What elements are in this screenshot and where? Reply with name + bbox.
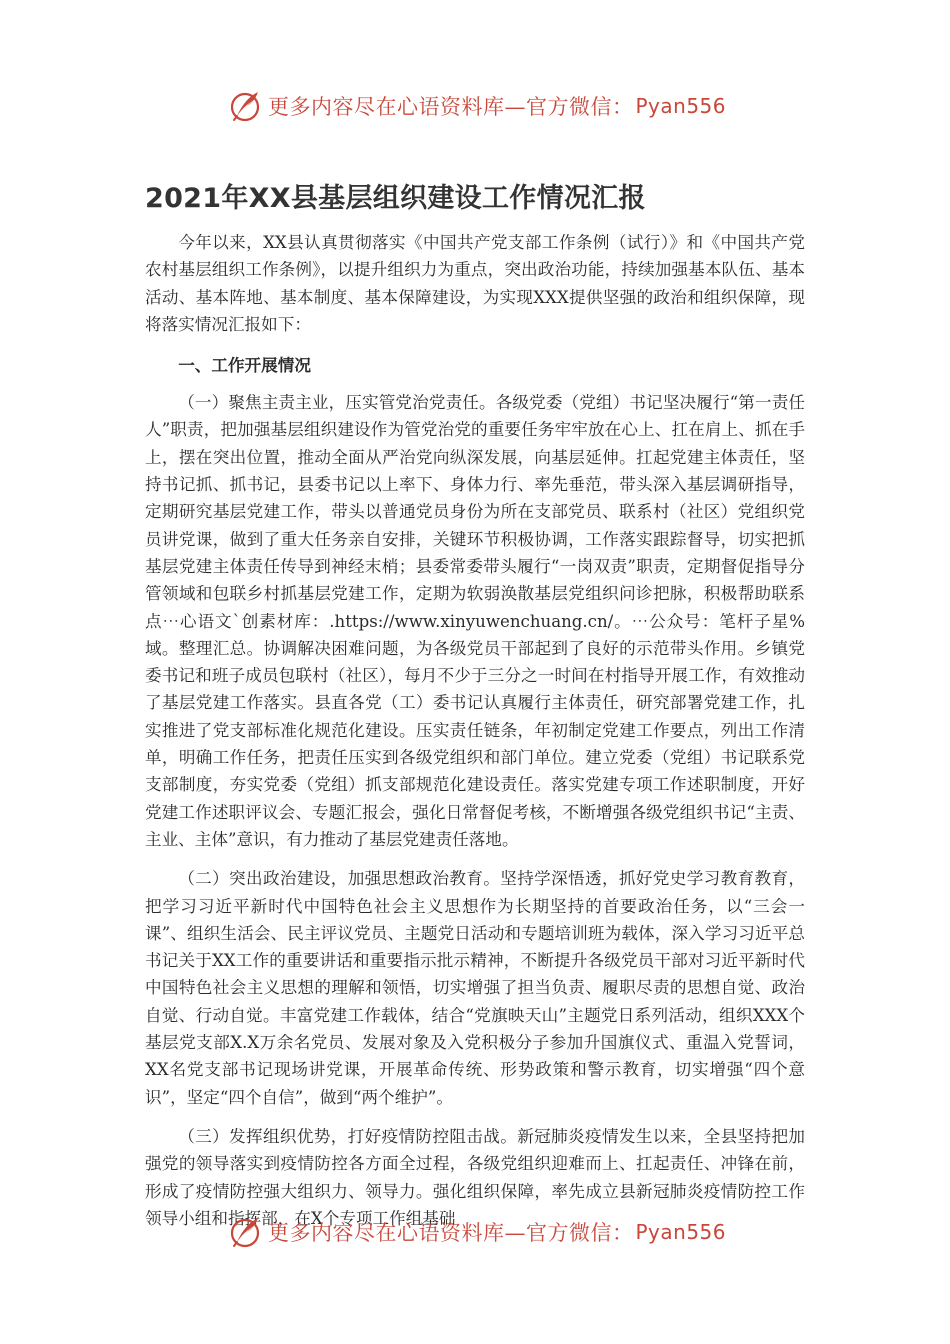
watermark-banner-top [228,86,728,126]
watermark-wechat-id: Pyan556 [635,1220,727,1244]
watermark-text: 更多内容尽在心语资料库—官方微信： [268,95,634,119]
document-title: 2021年XX县基层组织建设工作情况汇报 [145,183,646,214]
quill-logo-icon [228,89,262,123]
watermark-text: 更多内容尽在心语资料库—官方微信： [268,1221,634,1245]
watermark-wechat-id: Pyan556 [635,94,727,118]
section-heading: 一、工作开展情况 [178,356,311,376]
paragraph-3: （三）发挥组织优势，打好疫情防控阻击战。新冠肺炎疫情发生以来，全县坚持把加强党的领导落实到疫情防控各方面全过程，各级党组织迎难而上、扛起责任、冲锋在前，形成了疫情防控强大组织力、领导力。强化组织保障，率先成立县新冠肺炎疫情防控工作领导小组和指挥部，在X个专项工作组基础 [145,1126,805,1228]
intro-paragraph: 今年以来，XX县认真贯彻落实《中国共产党支部工作条例（试行）》和《中国共产党农村基层组织工作条例》，以提升组织力为重点，突出政治功能，持续加强基本队伍、基本活动、基本阵地、基本制度、基本保障建设，为实现XXX提供坚强的政治和组织保障，现将落实情况汇报如下： [145,233,805,334]
paragraph-2: （二）突出政治建设，加强思想政治教育。坚持学深悟透，抓好党史学习教育教育，把学习习近平新时代中国特色社会主义思想作为长期坚持的首要政治任务，以“三会一课”、组织生活会、民主评议党员、主题党日活动和专题培训班为载体，深入学习习近平总书记关于XX工作的重要讲话和重要指示批示精神，不断提升各级党员干部对习近平新时代中国特色社会主义思想的理解和领悟，切实增强了担当负责、履职尽责的思想自觉、政治自觉、行动自觉。丰富党建工作载体，结合“党旗映天山”主题党日系列活动，组织XXX个基层党支部X.X万余名党员、发展对象及入党积极分子参加升国旗仪式、重温入党誓词，XX名党支部书记现场讲党课，开展革命传统、形势政策和警示教育，切实增强“四个意识”，坚定“四个自信”，做到“两个维护”。 [145,869,805,1107]
watermark-banner-bottom [228,1212,728,1252]
quill-logo-icon [228,1215,262,1249]
document-body [145,229,805,1232]
paragraph-1: （一）聚焦主责主业，压实管党治党责任。各级党委（党组）书记坚决履行“第一责任人”职责，把加强基层组织建设作为管党治党的重要任务牢牢放在心上、扛在肩上、抓在手上，摆在突出位置，推动全面从严治党向纵深发展，向基层延伸。扛起党建主体责任，坚持书记抓、抓书记，县委书记以上率下、身体力行、率先垂范，带头深入基层调研指导，定期研究基层党建工作，带头以普通党员身份为所在支部党员、联系村（社区）党组织党员讲党课，做到了重大任务亲自安排，关键环节积极协调，工作落实跟踪督导，切实把抓基层党建主体责任传导到神经末梢；县委常委带头履行“一岗双责”职责，定期督促指导分管领域和包联乡村抓基层党建工作，定期为软弱涣散基层党组织问诊把脉，积极帮助联系点⋯心语文`创素材库：.https://www.xinyuwenchuang.cn/。⋯公众号：笔杆子星%域。整理汇总。协调解决困难问题，为各级党员干部起到了良好的示范带头作用。乡镇党委书记和班子成员包联村（社区），每月不少于三分之一时间在村指导开展工作，有效推动了基层党建工作落实。县直各党（工）委书记认真履行主体责任，研究部署党建工作，扎实推进了党支部标准化规范化建设。压实责任链条，年初制定党建工作要点，列出工作清单，明确工作任务，把责任压实到各级党组织和部门单位。建立党委（党组）书记联系党支部制度，夯实党委（党组）抓支部规范化建设责任。落实党建专项工作述职制度，开好党建工作述职评议会、专题汇报会，强化日常督促考核，不断增强各级党组织书记“主责、主业、主体”意识，有力推动了基层党建责任落地。 [145,393,805,849]
